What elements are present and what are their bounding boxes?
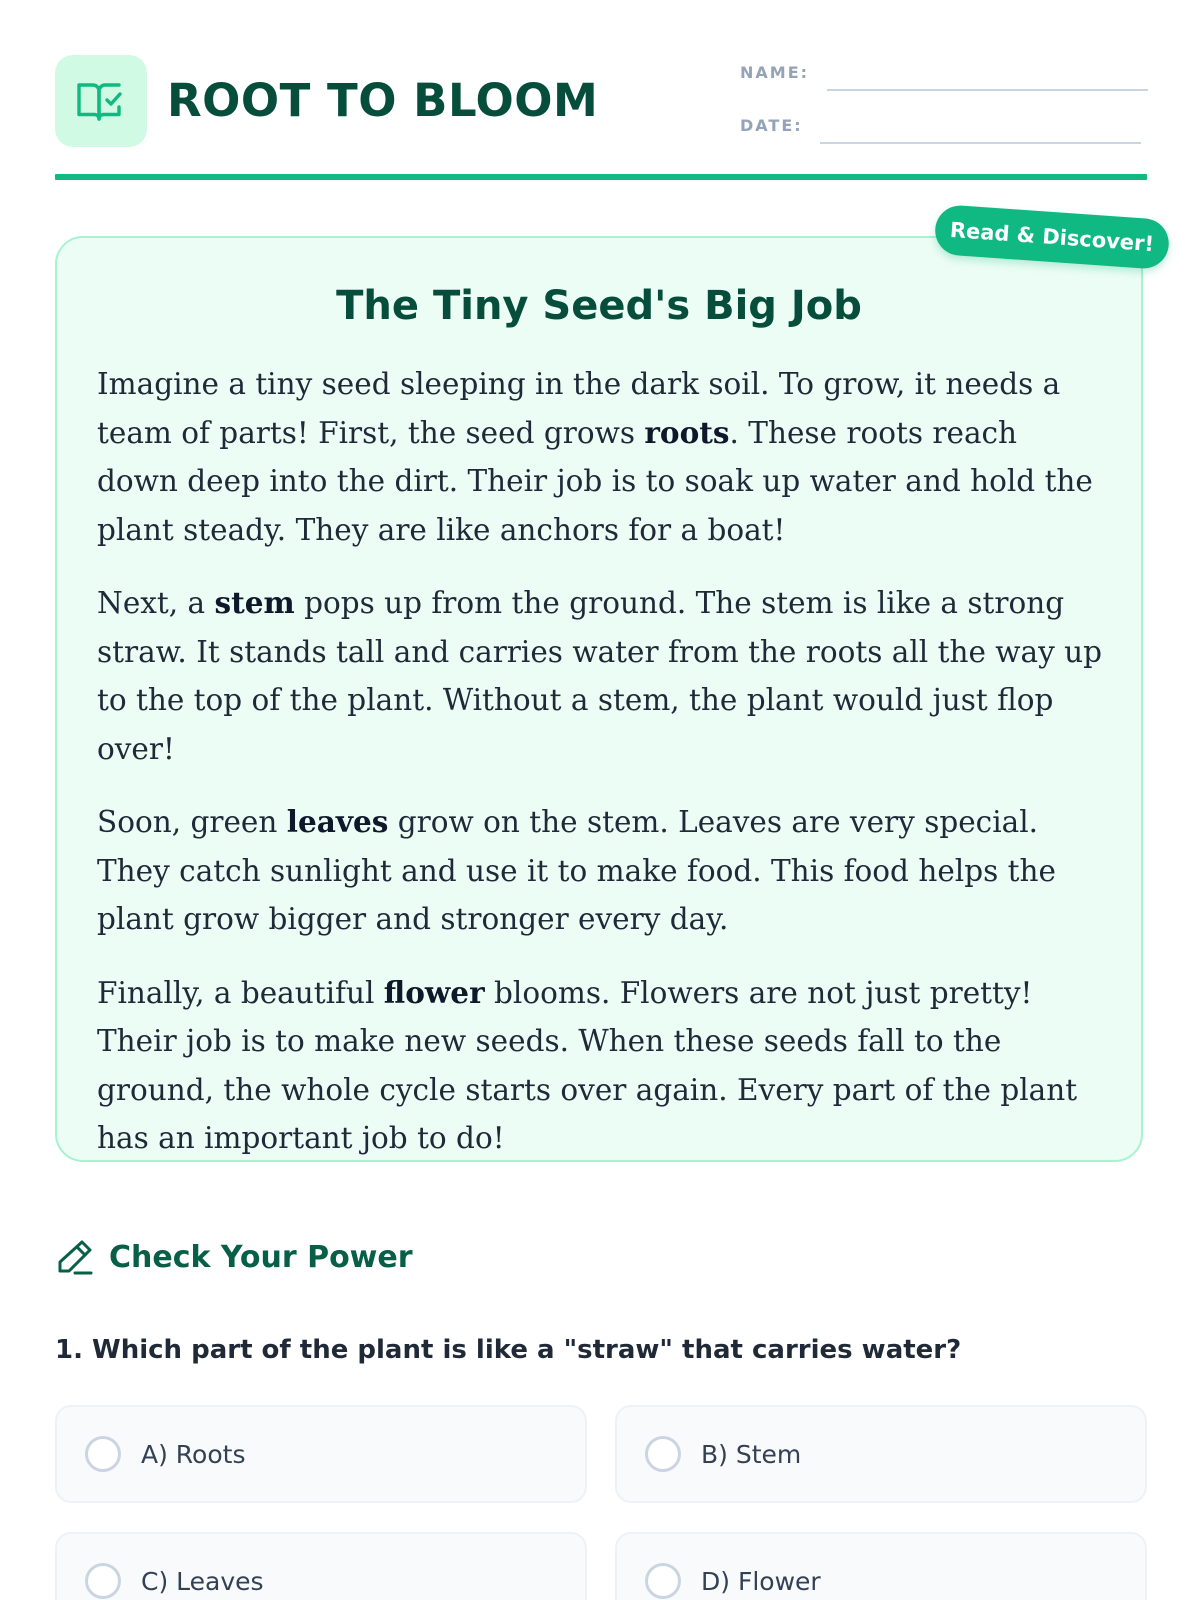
section-heading [55,1232,413,1282]
worksheet-header [55,55,1147,147]
header-divider [55,174,1147,180]
date-line[interactable] [820,142,1141,144]
radio-button[interactable] [645,1436,681,1472]
radio-button[interactable] [85,1563,121,1599]
brand-title: ROOT TO BLOOM [167,74,599,127]
book-check-icon [75,77,127,125]
pencil-icon [55,1237,95,1277]
question-text: 1. Which part of the plant is like a "straw" that carries water? [55,1335,962,1365]
keyword: flower [383,974,485,1010]
date-field [740,108,1150,148]
reading-card [55,236,1143,1162]
story-paragraph [97,969,1107,1163]
radio-button[interactable] [645,1563,681,1599]
paragraph-text: Imagine a tiny seed sleeping in the dark soil. To grow, it needs a team of parts! First, the seed grows [97,367,1061,450]
option-label: A) Roots [141,1439,246,1469]
story-paragraph [97,798,1107,944]
option-label: B) Stem [701,1439,802,1469]
story-title: The Tiny Seed's Big Job [336,283,862,329]
paragraph-text: Soon, green [97,805,287,839]
answer-option-c[interactable] [55,1532,587,1600]
section-title: Check Your Power [109,1239,413,1275]
story-paragraph [97,579,1107,773]
logo [55,55,147,147]
answer-option-b[interactable] [615,1405,1147,1503]
answer-option-a[interactable] [55,1405,587,1503]
keyword: roots [644,414,730,450]
radio-button[interactable] [85,1436,121,1472]
paragraph-text: Next, a [97,586,215,620]
option-label: C) Leaves [141,1566,264,1596]
keyword: leaves [286,804,389,839]
story-paragraph [97,360,1107,554]
read-discover-badge: Read & Discover! [934,204,1171,270]
answer-option-d[interactable] [615,1532,1147,1600]
name-label: NAME: [740,63,810,82]
date-label: DATE: [740,116,803,135]
paragraph-text: . These roots reach down deep into the dirt. Their job is to soak up water and hold the plant steady. They are like anchors for a boat! [97,415,1093,547]
paragraph-text: pops up from the ground. The stem is like a strong straw. It stands tall and carries water from the roots all the way up to the top of the plant. Without a stem, the plant would just flop over! [97,586,1103,766]
paragraph-text: blooms. Flowers are not just pretty! Their job is to make new seeds. When these seeds fall to the ground, the whole cycle starts over again. Every part of the plant has an important job to do! [97,975,1078,1155]
story-body [97,360,1107,1188]
paragraph-text: Finally, a beautiful [97,975,384,1010]
name-line[interactable] [827,89,1148,91]
paragraph-text: grow on the stem. Leaves are very special. They catch sunlight and use it to make food. This food helps the plant grow bigger and stronger every day. [97,805,1056,936]
name-field [740,55,1150,95]
option-label: D) Flower [701,1566,821,1596]
keyword: stem [214,585,295,620]
